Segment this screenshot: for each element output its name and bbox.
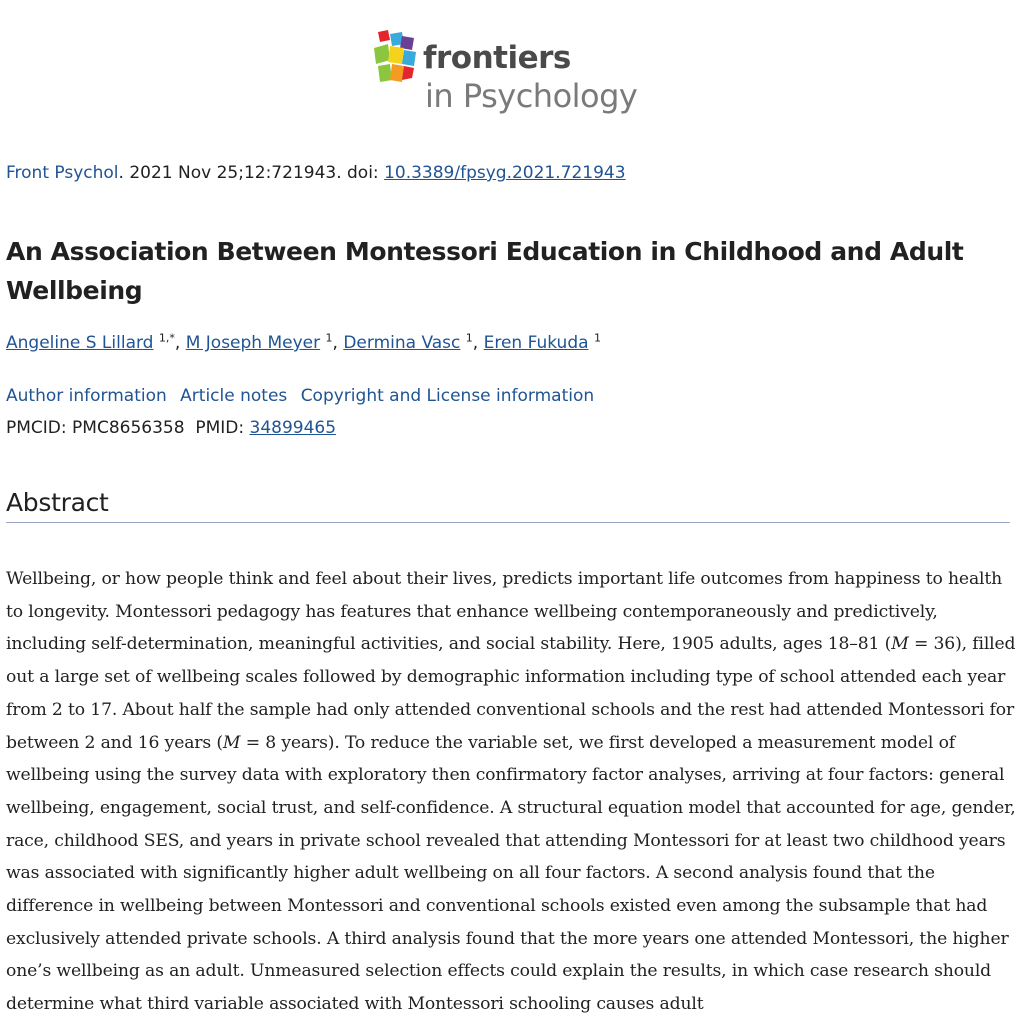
author-separator: ,	[174, 333, 186, 353]
abstract-text-part: = 36), filled out a large set of wellbeing scales followed by demographic information including type of school attended each year from 2 to 17. About half the sample had only attended conventional schools and the rest had attended Montessori for between 2 and 16 years (	[6, 634, 1016, 753]
logo-wordmark-journal: in Psychology	[425, 77, 638, 115]
pmid-label: PMID:	[195, 418, 250, 438]
article-info-links	[6, 386, 602, 406]
journal-logo	[372, 30, 662, 120]
frontiers-cube-icon	[372, 30, 420, 86]
citation-line	[6, 163, 626, 183]
pmcid-label: PMCID:	[6, 418, 73, 438]
author-link[interactable]: Angeline S Lillard	[6, 333, 154, 353]
author-link[interactable]: M Joseph Meyer	[185, 333, 321, 353]
author-affiliation: 1,*	[158, 331, 175, 345]
logo-wordmark-frontiers: frontiers	[423, 40, 571, 76]
abstract-text-part: Wellbeing, or how people think and feel about their lives, predicts important life outcomes from happiness to health to longevity. Montessori pedagogy has features that enhance wellbeing contemporaneously and predictively, including self-determination, meaningful activities, and social stability. Here, 1905 adults, ages 18–81 (	[6, 569, 1003, 655]
abstract-text-part: = 8 years). To reduce the variable set, we first developed a measurement model of wellbeing using the survey data with exploratory then confirmatory factor analyses, arriving at four factors: general wellbeing, engagement, social trust, and self-confidence. A structural equation model that accounted for age, gender, race, childhood SES, and years in private school revealed that attending Montessori for at least two childhood years was associated with significantly higher adult wellbeing on all four factors. A second analysis found that the difference in wellbeing between Montessori and conventional schools existed even among the subsample that had exclusively attended private schools. A third analysis found that the more years one attended Montessori, the higher one’s wellbeing as an adult. Unmeasured selection effects could explain the results, in which case research should determine what third variable associated with Montessori schooling causes adult	[6, 732, 1016, 1015]
author-affiliation: 1	[465, 331, 473, 345]
author-affiliation: 1	[325, 331, 333, 345]
article-identifiers	[6, 418, 336, 438]
abstract-text	[6, 563, 1016, 1021]
abstract-italic-m: M	[222, 732, 241, 753]
article-notes-link[interactable]: Article notes	[180, 386, 288, 406]
pmid-link[interactable]: 34899465	[249, 418, 337, 438]
author-link[interactable]: Eren Fukuda	[483, 333, 589, 353]
author-separator: ,	[472, 333, 484, 353]
author-information-link[interactable]: Author information	[6, 386, 167, 406]
author-link[interactable]: Dermina Vasc	[343, 333, 461, 353]
section-divider	[6, 522, 1010, 523]
doi-link[interactable]: 10.3389/fpsyg.2021.721943	[384, 163, 626, 183]
pmcid-value: PMC8656358	[72, 418, 185, 438]
abstract-italic-m: M	[891, 634, 909, 655]
author-list	[6, 333, 601, 353]
copyright-license-link[interactable]: Copyright and License information	[300, 386, 595, 406]
author-separator: ,	[332, 333, 344, 353]
citation-details: . 2021 Nov 25;12:721943. doi:	[118, 163, 385, 183]
abstract-heading: Abstract	[6, 488, 109, 517]
article-title: An Association Between Montessori Education in Childhood and Adult Wellbeing	[6, 237, 964, 305]
author-affiliation: 1	[593, 331, 601, 345]
journal-link[interactable]: Front Psychol	[6, 163, 119, 183]
